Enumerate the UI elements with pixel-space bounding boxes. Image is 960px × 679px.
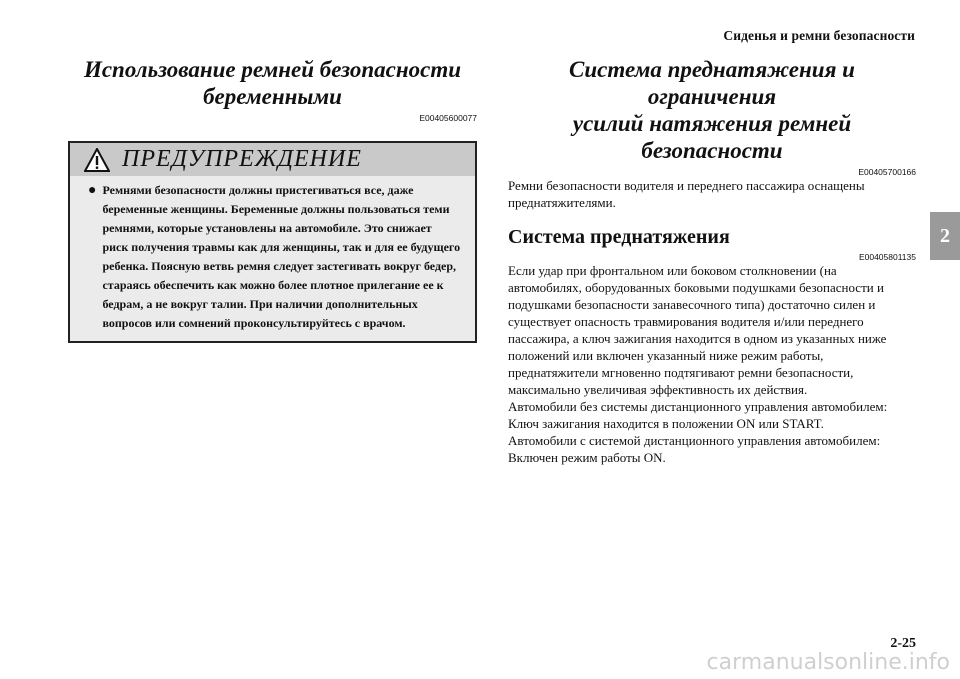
- body-line: положений или включен указанный ниже режим работы,: [508, 348, 824, 363]
- body-line: Ключ зажигания находится в положении ON или START.: [508, 416, 824, 431]
- section-title-line1: Система преднатяжения и ограничения: [569, 57, 855, 109]
- warning-line: ребенка. Поясную ветвь ремня следует застегивать вокруг бедер,: [102, 259, 457, 273]
- warning-line: беременные женщины. Беременные должны пользоваться теми: [102, 202, 450, 216]
- body-line: существует опасность травмирования водителя и/или переднего: [508, 314, 864, 329]
- warning-line: Ремнями безопасности должны пристегиваться все, даже: [102, 183, 414, 197]
- warning-line: ремнями, которые установлены на автомобиле. Это снижает: [102, 221, 432, 235]
- chapter-header: Сиденья и ремни безопасности: [723, 28, 915, 43]
- warning-text: [102, 181, 460, 333]
- warning-line: стараясь обеспечить как можно более плотное прилегание ее к: [102, 278, 444, 292]
- warning-line: вопросов или сомнений проконсультируйтесь с врачом.: [102, 316, 406, 330]
- warning-line: риск получения травмы как для женщины, так и для ее будущего: [102, 240, 461, 254]
- chapter-tab-label: 2: [940, 224, 950, 247]
- body-line: подушками безопасности занавесочного типа) достаточно силен и: [508, 297, 876, 312]
- section-title-pretensioner: [508, 56, 916, 164]
- body-line: максимально увеличивая эффективность их действия.: [508, 382, 808, 397]
- section-title-pregnant: [68, 56, 477, 110]
- section-code: E00405700166: [858, 167, 916, 177]
- body-line: автомобилях, оборудованных боковыми подушками безопасности и: [508, 280, 884, 295]
- warning-box: [68, 141, 477, 343]
- warning-header: [70, 143, 475, 176]
- warning-title: ПРЕДУПРЕЖДЕНИЕ: [122, 146, 362, 172]
- warning-line: бедрам, а не вокруг талии. При наличии дополнительных: [102, 297, 418, 311]
- body-line: пассажира, а ключ зажигания находится в одном из указанных ниже: [508, 331, 887, 346]
- section-code: E00405600077: [419, 113, 477, 123]
- page-number: 2-25: [890, 636, 916, 651]
- bullet-icon: ●: [88, 183, 97, 198]
- body-line: Включен режим работы ON.: [508, 450, 666, 465]
- subsection-code: E00405801135: [858, 252, 916, 262]
- intro-paragraph: [508, 177, 916, 211]
- body-line: Если удар при фронтальном или боковом столкновении (на: [508, 263, 837, 278]
- subsection-paragraph: [508, 262, 916, 466]
- watermark: carmanualsonline.info: [706, 650, 950, 675]
- right-column: [508, 56, 916, 466]
- intro-line: Ремни безопасности водителя и переднего пассажира оснащены: [508, 178, 865, 193]
- body-line: преднатяжители мгновенно подтягивают ремни безопасности,: [508, 365, 854, 380]
- section-title-line2: усилий натяжения ремней безопасности: [572, 111, 852, 163]
- warning-triangle-icon: [84, 148, 110, 172]
- section-title-line2: беременными: [203, 84, 342, 109]
- body-line: Автомобили с системой дистанционного управления автомобилем:: [508, 433, 881, 448]
- intro-line: преднатяжителями.: [508, 195, 616, 210]
- subsection-title: Система преднатяжения: [508, 226, 730, 248]
- chapter-tab: [930, 212, 960, 260]
- body-line: Автомобили без системы дистанционного управления автомобилем:: [508, 399, 888, 414]
- section-title-line1: Использование ремней безопасности: [83, 57, 462, 82]
- warning-body: [70, 176, 475, 341]
- left-column: [68, 56, 477, 343]
